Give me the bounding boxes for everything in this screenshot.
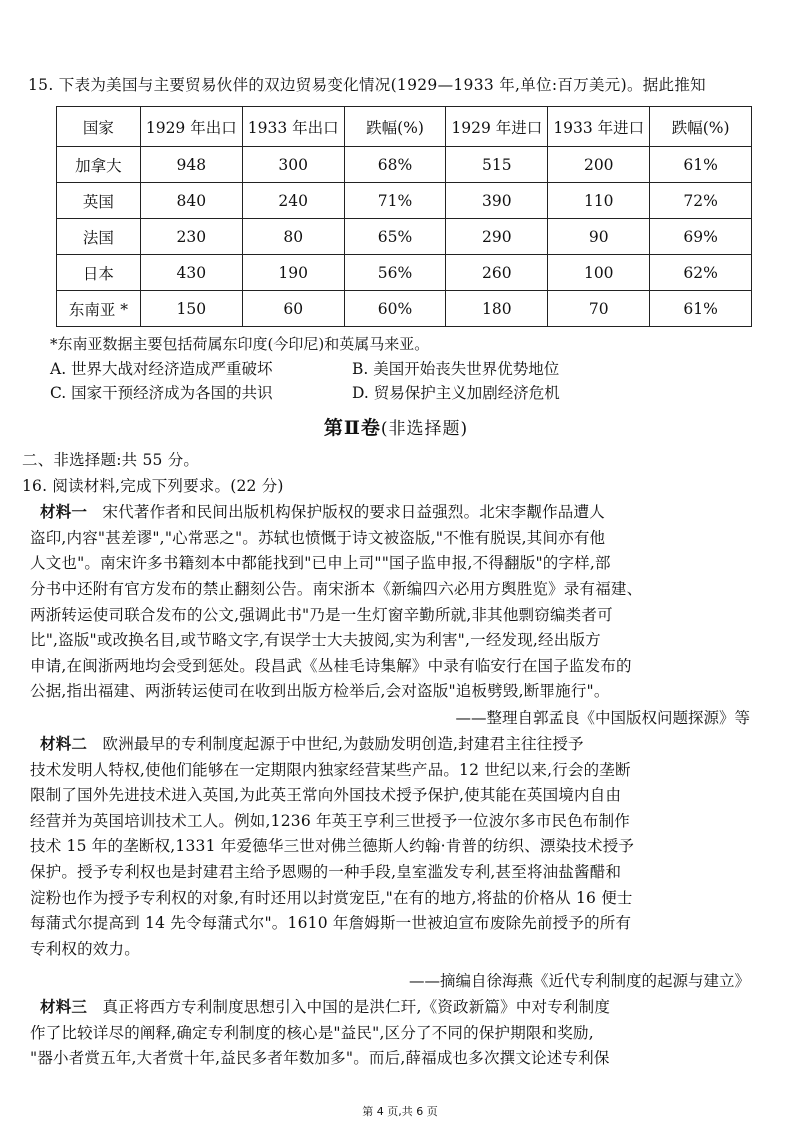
table-cell: 71% [344,183,446,219]
table-cell: 60% [344,291,446,327]
table-cell: 英国 [57,183,141,219]
table-cell: 430 [140,255,242,291]
options-row-1 [50,357,762,381]
table-cell: 190 [242,255,344,291]
table-cell: 69% [650,219,752,255]
material-3-text: 真正将西方专利制度思想引入中国的是洪仁玕,《资政新篇》中对专利制度 [102,998,611,1017]
table-cell: 72% [650,183,752,219]
table-cell: 515 [446,147,548,183]
material-2-line: 淀粉也作为授予专利权的对象,有时还用以封赏宠臣,"在有的地方,将盐的价格从 16 便士 [30,888,633,907]
material-1-line: 公据,指出福建、两浙转运使司在收到出版方检举后,会对盗版"追板劈毁,断罪施行"。 [30,682,610,701]
material-2 [30,731,762,994]
table-cell: 948 [140,147,242,183]
table-row [57,291,752,327]
answer-options [50,357,762,405]
table-cell: 200 [548,147,650,183]
option-d[interactable]: D. 贸易保护主义加剧经济危机 [352,384,560,402]
option-a[interactable]: A. 世界大战对经济造成严重破坏 [50,360,273,378]
table-cell: 240 [242,183,344,219]
table-row [57,147,752,183]
material-2-line: 专利权的效力。 [30,939,140,958]
table-cell: 61% [650,291,752,327]
material-3-line: 作了比较详尽的阐释,确定专利制度的核心是"益民",区分了不同的保护期限和奖励, [30,1023,594,1042]
material-3-line: "器小者赏五年,大者赏十年,益民多者年数加多"。而后,薛福成也多次撰文论述专利保 [30,1049,610,1068]
material-2-line: 保护。授予专利权也是封建君主给予恩赐的一种手段,皇室滥发专利,甚至将油盐酱醋和 [30,862,622,881]
material-1-line: 两浙转运使司联合发布的公文,强调此书"乃是一生灯窗辛勤所就,非其他剽窃编类者可 [30,605,613,624]
material-2-source: ——摘编自徐海燕《近代专利制度的起源与建立》 [408,972,750,991]
table-cell: 290 [446,219,548,255]
section-title [30,413,762,440]
material-1-line: 比",盗版"或改换名目,或节略文字,有误学士大夫披阅,实为利害",一经发现,经出版方 [30,631,601,650]
trade-table [56,106,752,327]
table-cell: 230 [140,219,242,255]
table-row [57,183,752,219]
table-header-cell: 1933 年进口 [548,107,650,147]
table-cell: 100 [548,255,650,291]
table-cell: 110 [548,183,650,219]
material-1-label: 材料一 [40,502,88,522]
material-3 [30,994,762,1072]
table-header-cell: 国家 [57,107,141,147]
material-2-line: 经营并为英国培训技术工人。例如,1236 年英王亨利三世授予一位波尔多市民色布制作 [30,811,631,830]
material-3-label: 材料三 [40,997,88,1017]
material-3-line [30,994,762,1021]
material-1 [30,499,762,731]
table-cell: 390 [446,183,548,219]
material-1-line: 人文也"。南宋许多书籍刻本中都能找到"已申上司""国子监申报,不得翻版"的字样,部 [30,554,611,573]
material-2-line: 每蒲式尔提高到 14 先令每蒲式尔"。1610 年詹姆斯一世被迫宣布废除先前授予的所有 [30,914,632,933]
table-cell: 90 [548,219,650,255]
question-16-stem: 16. 阅读材料,完成下列要求。(22 分) [22,476,284,495]
part2-heading: 二、非选择题:共 55 分。 [22,451,200,469]
table-cell: 150 [140,291,242,327]
table-row [57,255,752,291]
table-row [57,219,752,255]
options-row-2 [50,381,762,405]
material-1-line: 分书中还附有官方发布的禁止翻刻公告。南宋浙本《新编四六必用方舆胜览》录有福建、 [30,579,643,598]
question-15-stem: 15. 下表为美国与主要贸易伙伴的双边贸易变化情况(1929—1933 年,单位:百万美元)。据此推知 [28,76,706,94]
table-header-cell: 1933 年出口 [242,107,344,147]
material-1-line: 申请,在闽浙两地均会受到惩处。段昌武《丛桂毛诗集解》中录有临安行在国子监发布的 [30,656,632,675]
material-2-line: 技术 15 年的垄断权,1331 年爱德华三世对佛兰德斯人约翰·肯普的纺织、漂染技术授予 [30,837,635,856]
option-c[interactable]: C. 国家干预经济成为各国的共识 [50,384,273,402]
table-footnote: *东南亚数据主要包括荷属东印度(今印尼)和英属马来亚。 [50,335,430,353]
table-cell: 65% [344,219,446,255]
table-header-row [57,107,752,147]
table-cell: 60 [242,291,344,327]
option-b[interactable]: B. 美国开始丧失世界优势地位 [352,360,560,378]
table-cell: 70 [548,291,650,327]
material-2-line [30,731,762,758]
table-cell: 东南亚 * [57,291,141,327]
material-1-text: 宋代著作者和民间出版机构保护版权的要求日益强烈。北宋李觏作品遭人 [102,503,605,522]
table-cell: 80 [242,219,344,255]
table-cell: 68% [344,147,446,183]
table-cell: 300 [242,147,344,183]
material-1-line [30,499,762,526]
material-2-line: 技术发明人特权,使他们能够在一定期限内独家经营某些产品。12 世纪以来,行会的垄断 [30,760,631,779]
table-cell: 法国 [57,219,141,255]
table-header-cell: 1929 年出口 [140,107,242,147]
table-header-cell: 跌幅(%) [344,107,446,147]
table-cell: 840 [140,183,242,219]
table-header-cell: 1929 年进口 [446,107,548,147]
page-footer: 第 4 页,共 6 页 [362,1105,438,1118]
material-2-text: 欧洲最早的专利制度起源于中世纪,为鼓励发明创造,封建君主往往授予 [102,734,584,753]
table-cell: 日本 [57,255,141,291]
table-cell: 180 [446,291,548,327]
material-1-source: ——整理自郭孟良《中国版权问题探源》等 [455,708,750,727]
table-cell: 62% [650,255,752,291]
table-cell: 加拿大 [57,147,141,183]
table-header-cell: 跌幅(%) [650,107,752,147]
material-2-label: 材料二 [40,733,88,753]
material-2-line: 限制了国外先进技术进入英国,为此英王常向外国技术授予保护,使其能在英国境内自由 [30,786,622,805]
material-1-line: 盗印,内容"甚差谬","心常恶之"。苏轼也愤慨于诗文被盗版,"不惟有脱误,其间亦有他 [30,528,606,547]
table-cell: 56% [344,255,446,291]
section-title-main: 第Ⅱ卷 [323,417,381,439]
section-subtitle: (非选择题) [380,419,469,439]
table-cell: 61% [650,147,752,183]
table-cell: 260 [446,255,548,291]
